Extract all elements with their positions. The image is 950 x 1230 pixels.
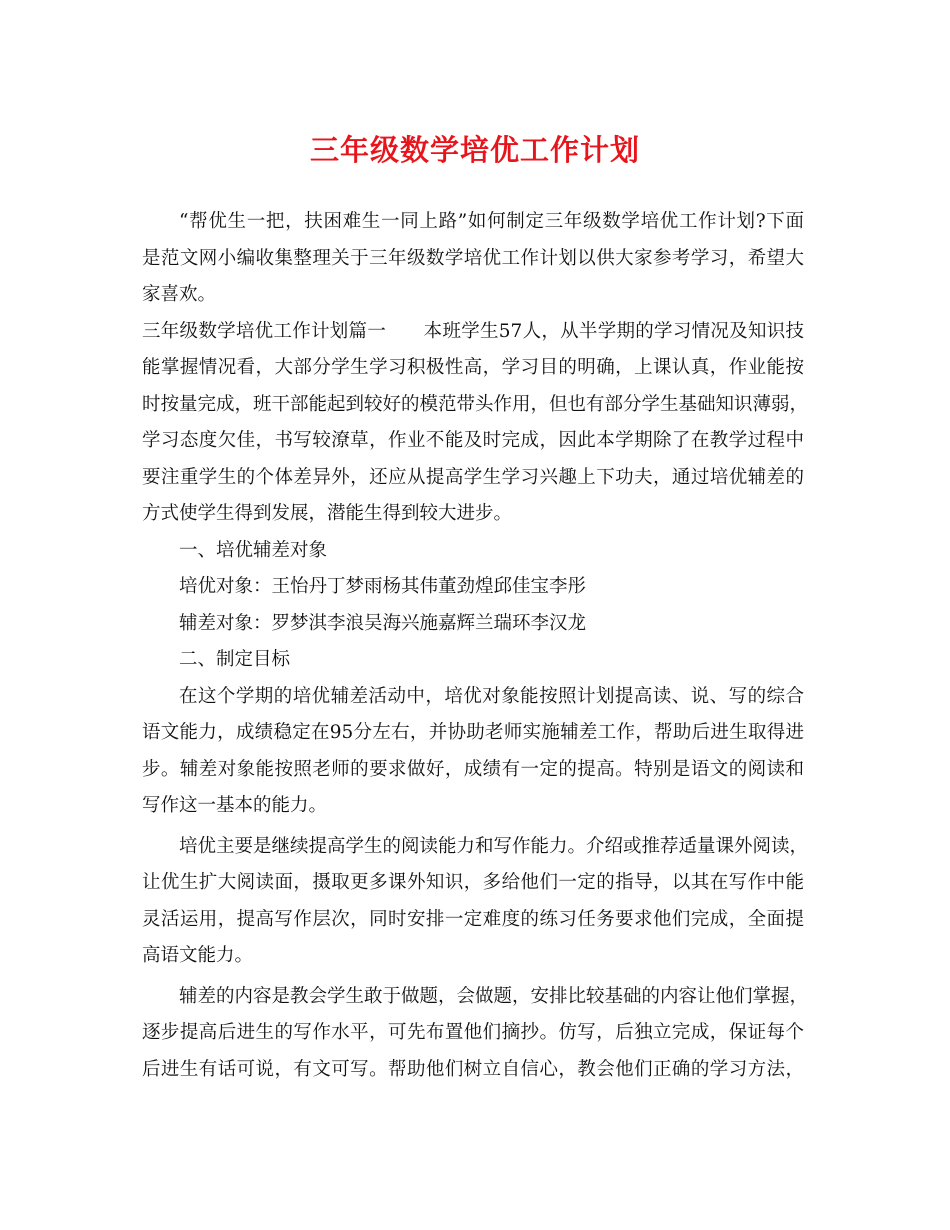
text-line: 后进生有话可说，有文可写。帮助他们树立自信心，教会他们正确的学习方法， (142, 1058, 804, 1080)
document-body (142, 204, 809, 1088)
text-line: 学习态度欠佳，书写较潦草，作业不能及时完成，因此本学期除了在教学过程中 (142, 430, 804, 451)
text-line: 三年级数学培优工作计划篇一 本班学生57人，从半学期的学习情况及知识技 (142, 320, 804, 342)
section-heading: 一、培优辅差对象 (179, 539, 328, 561)
paragraph-goals (142, 679, 804, 825)
text-line: 高语文能力。 (142, 945, 254, 966)
text-line: 步。辅差对象能按照老师的要求做好，成绩有一定的提高。特别是语文的阅读和 (142, 758, 804, 780)
paragraph-section-one (142, 314, 809, 533)
text-line: 是范文网小编收集整理关于三年级数学培优工作计划以供大家参考学习，希望大 (142, 247, 804, 269)
section-heading: 二、制定目标 (179, 649, 291, 670)
paragraph-intro (142, 204, 804, 314)
text-line: 方式使学生得到发展，潜能生得到较大进步。 (142, 503, 513, 524)
text-line: 要注重学生的个体差异外，还应从提高学生学习兴趣上下功夫，通过培优辅差的 (142, 466, 804, 488)
advanced-students-list: 培优对象：王怡丹丁梦雨杨其伟董劲煌邱佳宝李彤 (179, 576, 587, 597)
text-line: 家喜欢。 (142, 284, 217, 305)
text-line: 能掌握情况看，大部分学生学习积极性高，学习目的明确，上课认真，作业能按 (142, 357, 804, 378)
document-title: 三年级数学培优工作计划 (309, 133, 640, 167)
text-line: 培优主要是继续提高学生的阅读能力和写作能力。介绍或推荐适量课外阅读， (179, 835, 809, 857)
support-students-list: 辅差对象：罗梦淇李浪吴海兴施嘉辉兰瑞环李汉龙 (179, 612, 587, 634)
text-line: 在这个学期的培优辅差活动中，培优对象能按照计划提高读、说、写的综合 (179, 685, 804, 707)
text-line: 语文能力，成绩稳定在95分左右，并协助老师实施辅差工作，帮助后进生取得进 (142, 722, 804, 743)
text-line: 逐步提高后进生的写作水平，可先布置他们摘抄。仿写，后独立完成，保证每个 (142, 1022, 804, 1043)
text-line: “帮优生一把，扶困难生一同上路”如何制定三年级数学培优工作计划?下面 (179, 211, 804, 232)
paragraph-advanced-training (142, 829, 809, 975)
text-line: 辅差的内容是教会学生敢于做题，会做题，安排比较基础的内容让他们掌握， (179, 985, 809, 1007)
text-line: 写作这一基本的能力。 (142, 795, 328, 816)
paragraph-remedial (142, 979, 809, 1089)
text-line: 时按量完成，班干部能起到较好的模范带头作用，但也有部分学生基础知识薄弱， (142, 393, 809, 415)
text-line: 让优生扩大阅读面，摄取更多课外知识，多给他们一定的指导，以其在写作中能 (142, 872, 804, 893)
text-line: 灵活运用，提高写作层次，同时安排一定难度的练习任务要求他们完成，全面提 (142, 908, 804, 930)
